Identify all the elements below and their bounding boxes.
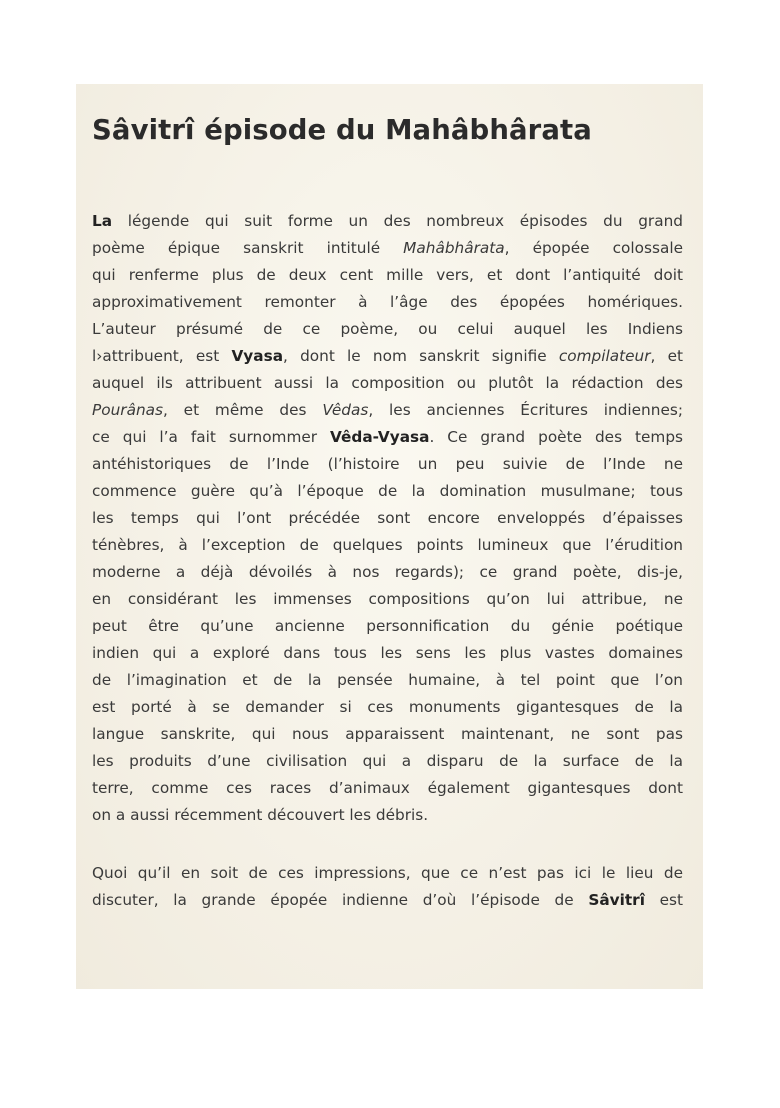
text-line: auquel ils attribuent aussi la composition ou plutôt la rédaction des (92, 374, 683, 392)
text-line: L’auteur présumé de ce poème, ou celui auquel les Indiens (92, 320, 683, 338)
text-line: est porté à se demander si ces monuments gigantesques de la (92, 698, 683, 716)
text-line: l›attribuent, est Vyasa, dont le nom sanskrit signifie compilateur, et (92, 347, 683, 365)
text-line: Pourânas, et même des Vêdas, les anciennes Écritures indiennes; (92, 401, 683, 419)
text-line: en considérant les immenses compositions qu’on lui attribue, ne (92, 590, 683, 608)
text-line: ce qui l’a fait surnommer Vêda-Vyasa. Ce grand poète des temps (92, 428, 683, 446)
text-line: La légende qui suit forme un des nombreux épisodes du grand (92, 212, 683, 230)
text-line: terre, comme ces races d’animaux également gigantesques dont (92, 779, 683, 797)
page-title: Sâvitrî épisode du Mahâbhârata (92, 114, 592, 146)
text-line: poème épique sanskrit intitulé Mahâbhârata, épopée colossale (92, 239, 683, 257)
text-line: indien qui a exploré dans tous les sens les plus vastes domaines (92, 644, 683, 662)
text-line: de l’imagination et de la pensée humaine, à tel point que l’on (92, 671, 683, 689)
text-line: on a aussi récemment découvert les débris. (92, 806, 429, 824)
text-line: commence guère qu’à l’époque de la domination musulmane; tous (92, 482, 683, 500)
text-line: Quoi qu’il en soit de ces impressions, que ce n’est pas ici le lieu de (92, 864, 683, 882)
text-line: les temps qui l’ont précédée sont encore enveloppés d’épaisses (92, 509, 683, 527)
text-line: moderne a déjà dévoilés à nos regards); ce grand poète, dis-je, (92, 563, 683, 581)
text-line: discuter, la grande épopée indienne d’où l’épisode de Sâvitrî est (92, 891, 683, 909)
text-line: antéhistoriques de l’Inde (l’histoire un peu suivie de l’Inde ne (92, 455, 683, 473)
text-line: langue sanskrite, qui nous apparaissent maintenant, ne sont pas (92, 725, 683, 743)
text-line: les produits d’une civilisation qui a disparu de la surface de la (92, 752, 683, 770)
text-line: peut être qu’une ancienne personnification du génie poétique (92, 617, 683, 635)
text-line: approximativement remonter à l’âge des épopées homériques. (92, 293, 683, 311)
text-line: qui renferme plus de deux cent mille vers, et dont l’antiquité doit (92, 266, 683, 284)
text-line: ténèbres, à l’exception de quelques points lumineux que l’érudition (92, 536, 683, 554)
book-page (76, 84, 703, 989)
